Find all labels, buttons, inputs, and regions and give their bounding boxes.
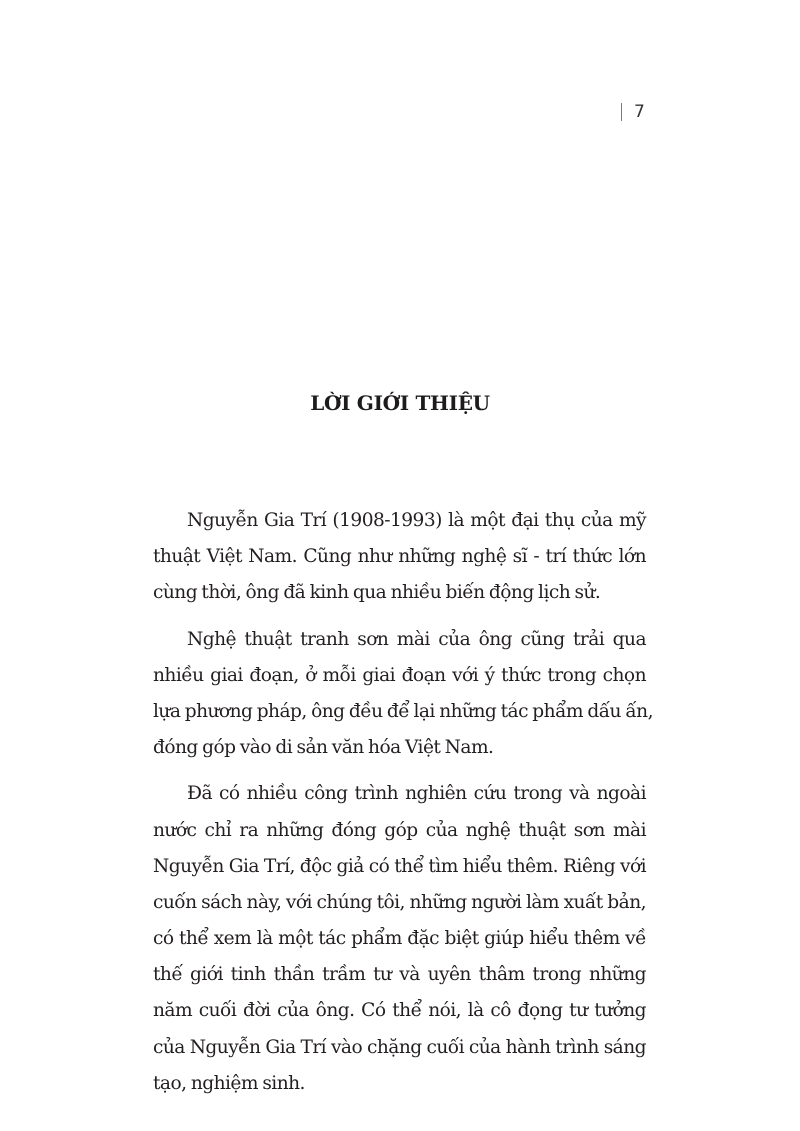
body-text [153, 503, 653, 1112]
text-line: tạo, nghiệm sinh. [153, 1072, 305, 1094]
text-line: đóng góp vào di sản văn hóa Việt Nam. [153, 737, 494, 759]
text-line: thế giới tinh thần trầm tư và uyên thâm trong những [153, 964, 646, 986]
text-line: cùng thời, ông đã kinh qua nhiều biến động lịch sử. [153, 582, 601, 604]
text-line: lựa phương pháp, ông đều để lại những tác phẩm dấu ấn, [153, 700, 653, 722]
page-number [621, 99, 645, 125]
text-line: Nghệ thuật tranh sơn mài của ông cũng trải qua [187, 628, 646, 650]
page-number-value: 7 [634, 102, 645, 122]
paragraph-2 [153, 622, 653, 767]
text-line: có thể xem là một tác phẩm đặc biệt giúp hiểu thêm về [153, 928, 646, 950]
text-line: thuật Việt Nam. Cũng như những nghệ sĩ - trí thức lớn [153, 546, 646, 568]
paragraph-3 [153, 776, 646, 1102]
paragraph-1 [153, 503, 646, 612]
text-line: Đã có nhiều công trình nghiên cứu trong và ngoài [187, 783, 646, 805]
text-line: nước chỉ ra những đóng góp của nghệ thuật sơn mài [153, 819, 646, 841]
text-line: Nguyễn Gia Trí (1908-1993) là một đại thụ của mỹ [187, 510, 646, 531]
text-line: Nguyễn Gia Trí, độc giả có thể tìm hiểu thêm. Riêng với [153, 855, 646, 877]
text-line: cuốn sách này, với chúng tôi, những người làm xuất bản, [153, 891, 646, 913]
text-line: năm cuối đời của ông. Có thể nói, là cô đọng tư tưởng [153, 1000, 646, 1022]
text-line: nhiều giai đoạn, ở mỗi giai đoạn với ý thức trong chọn [153, 664, 646, 686]
page-number-divider [621, 103, 622, 121]
text-line: của Nguyễn Gia Trí vào chặng cuối của hành trình sáng [153, 1036, 646, 1058]
page-title: LỜI GIỚI THIỆU [310, 391, 490, 415]
